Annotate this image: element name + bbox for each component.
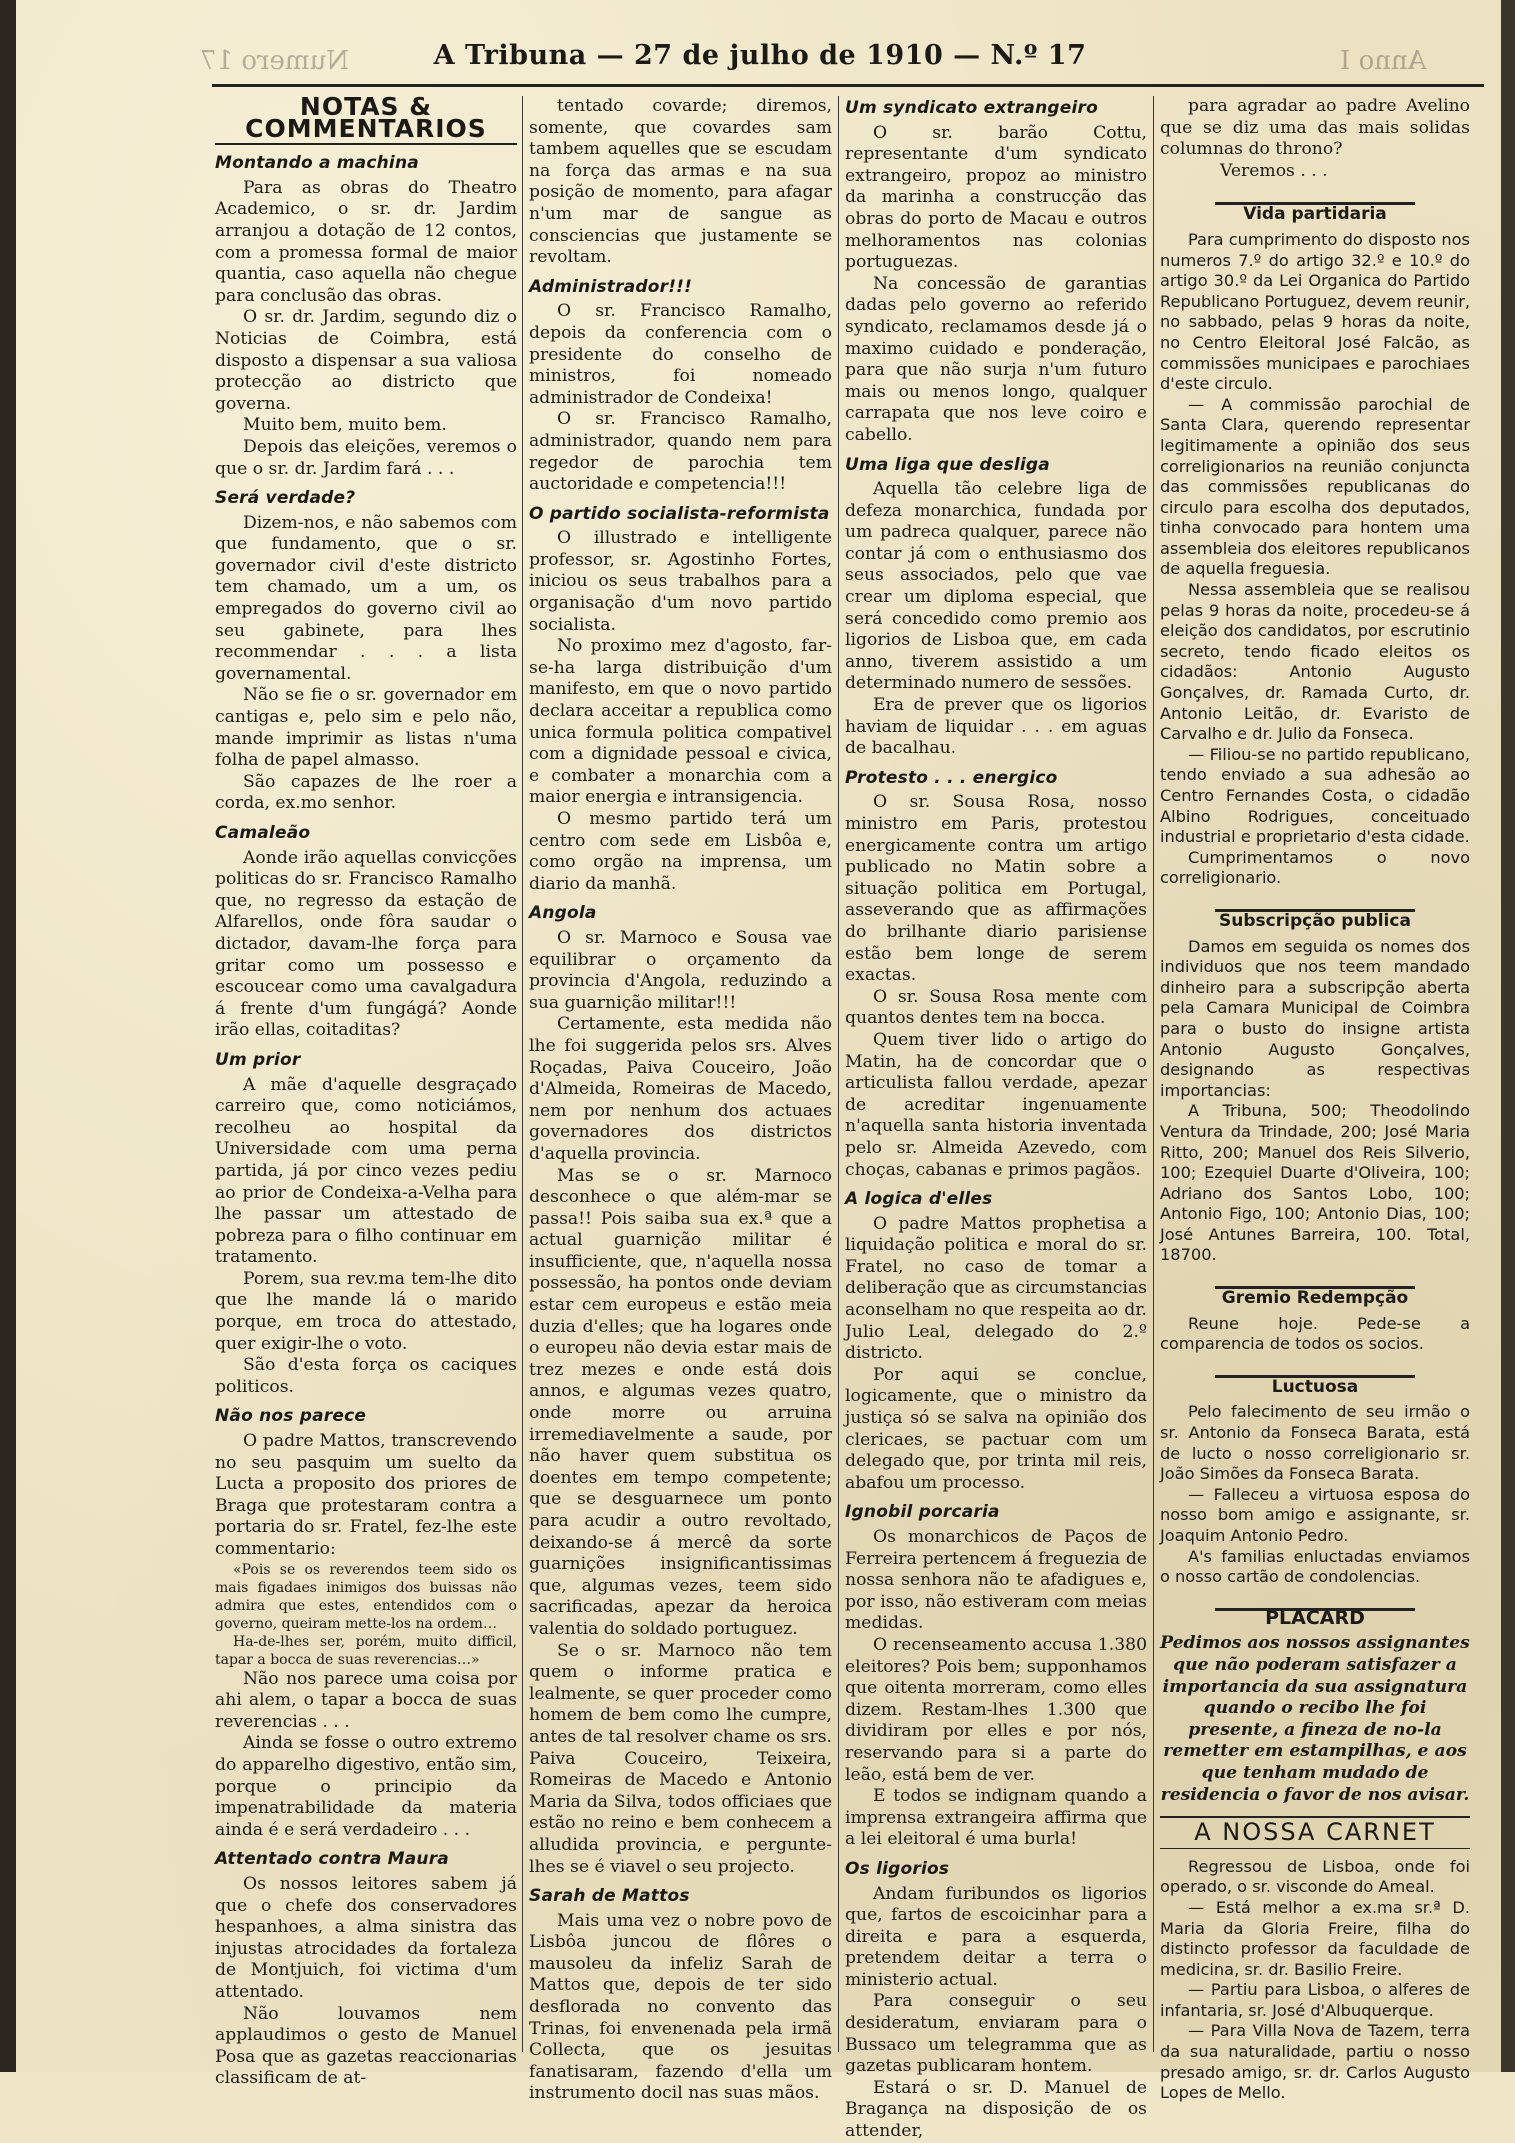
paragraph: tentado covarde; diremos, somente, que covardes sam tambem aquelles que se escudam na força das armas e na sua posição de momento, para afagar n'um mar de sangue as consciencias que justamente se revoltam. [529,96,832,268]
article-heading: Montando a machina [215,153,419,174]
article-heading: Será verdade? [215,488,356,509]
article-heading: Não nos parece [215,1406,367,1427]
paragraph: Dizem-nos, e não sabemos com que fundamento, que o sr. governador civil d'este districto tem chamado, um a um, os empregados do governo civil ao seu gabinete, para lhes recommendar . . . a lista governamental. [215,512,517,684]
subscripcao-body [1160,937,1470,1267]
column-3 [845,96,1147,2142]
page-edge-right [1501,0,1515,2072]
paragraph: — Falleceu a virtuosa esposa do nosso bom amigo e assignante, sr. Joaquim Antonio Pedro. [1160,1484,1470,1545]
paragraph: O sr. Sousa Rosa mente com quantos dentes tem na bocca. [845,986,1147,1029]
article-heading: Sarah de Mattos [529,1886,690,1907]
paragraph: — Partiu para Lisboa, o alferes de infantaria, sr. José d'Albuquerque. [1160,1980,1470,2020]
paragraph: Mas se o sr. Marnoco desconhece o que além-mar se passa!! Pois saiba sua ex.ª que a actual guarnição militar é insufficiente, que, n'aquella nossa possessão, ha pontos onde deviam estar cem europeus e estão meia duzia d'elles; que ha logares onde o europeu não devia estar mais de trez mezes e onde está dois annos, e algumas vezes quatro, onde morre ou arruina irremediavelmente a saude, por não haver quem substitua os doentes em tempo competente; que se desguarnece um ponto para acudir a outro revoltado, deixando-se á mercê da sorte guarnições insignificantissimas que, algumas vezes, teem sido sacrificadas, apezar da heroica valentia do soldado portuguez. [529,1165,832,1639]
bleed-through-text-left: Numero 17 [200,46,349,76]
paragraph: Era de prever que os ligorios haviam de liquidar . . . em aguas de bacalhau. [845,695,1147,759]
paragraph: Não nos parece uma coisa por ahi alem, o tapar a bocca de suas reverencias . . . [215,1668,517,1732]
page-edge-left [0,0,16,2072]
paragraph: A Tribuna, 500; Theodolindo Ventura da Trindade, 200; José Maria Ritto, 200; Manuel dos Reis Silverio, 100; Ezequiel Duarte d'Oliveira, 100; Adriano dos Santos Lobo, 100; Antonio Figo, 100; Antonio Dias, 100; José Antunes Barreira, 100. Total, 18700. [1160,1101,1470,1265]
carnet-body [1160,1857,1470,2104]
paragraph: Os nossos leitores sabem já que o chefe dos conservadores hespanhoes, a alma sinistra das injustas atrocidades da fortaleza de Montjuich, foi victima d'um attentado. [215,1873,517,2002]
paragraph: Se o sr. Marnoco não tem quem o informe pratica e lealmente, se quer proceder como homem de bem como lhe cumpre, antes de tal resolver chame os srs. Paiva Couceiro, Teixeira, Romeiras de Macedo e Antonio Maria da Silva, todos officiaes que estão no reino e bem conhecem a alludida provincia, e pergunte-lhes se é viavel o seu projecto. [529,1640,832,1877]
section-list [529,277,832,2105]
paragraph: — Filiou-se no partido republicano, tendo enviado a sua adhesão ao Centro Fernandes Costa, o cidadão Albino Rodrigues, conceituado industrial e proprietario d'esta cidade. [1160,744,1470,847]
continued-text [529,96,832,269]
paragraph: Mais uma vez o nobre povo de Lisbôa juncou de flôres o mausoleu da infeliz Sarah de Mattos que, depois de ter sido desflorada no convento das Trinas, foi envenenada pela irmã Collecta, que os jesuitas fanatisaram, fazendo d'ella um instrumento docil nas suas mãos. [529,1910,832,2104]
subscripcao-heading: Subscripção publica [1219,910,1411,931]
article-heading: Um prior [215,1049,301,1070]
paragraph: Pelo falecimento de seu irmão o sr. Antonio da Fonseca Barata, está de lucto o nosso correligionario sr. João Simões da Fonseca Barata. [1160,1402,1470,1484]
article-heading: Attentado contra Maura [215,1849,449,1870]
paragraph: O padre Mattos prophetisa a liquidação politica e moral do sr. Fratel, no caso de tomar a deliberação que as circumstancias aconselham no que respeita ao dr. Julio Leal, delegado do 2.º districto. [845,1213,1147,1364]
separator-rule [1160,1361,1470,1369]
article-heading: Administrador!!! [529,276,693,297]
paragraph: O sr. Marnoco e Sousa vae equilibrar o orçamento da provincia d'Angola, reduzindo a sua guarnição militar!!! [529,927,832,1013]
paragraph: O illustrado e intelligente professor, sr. Agostinho Fortes, iniciou os seus trabalhos para a organisação d'um novo partido socialista. [529,528,832,635]
column-1 [215,92,517,2089]
paragraph: Porem, sua rev.ma tem-lhe dito que lhe mande lá o marido porque, em troca do attestado, quer exigir-lhe o voto. [215,1268,517,1354]
paragraph: Aquella tão celebre liga de defeza monarchica, fundada por um padreca qualquer, parece não contar já com o enthusiasmo dos seus associados, pelo que vae crear um diploma especial, que será concedido como premio aos ligorios de Lisboa que, em cada anno, tiverem assistido a um determinado numero de sessões. [845,479,1147,694]
section-list [845,98,1147,2143]
carnet-heading: A NOSSA CARNET [1160,1816,1470,1849]
paragraph: Depois das eleições, veremos o que o sr. dr. Jardim fará . . . [215,436,517,479]
paragraph: A mãe d'aquelle desgraçado carreiro que, como noticiámos, recolheu ao hospital da Universidade com uma perna partida, já por cinco vezes pediu ao prior de Condeixa-a-Velha para lhe passar um attestado de pobreza para o filho continuar em tratamento. [215,1074,517,1268]
column-2 [529,96,832,2104]
paragraph: — A commissão parochial de Santa Clara, querendo representar legitimamente a opinião dos seus correligionarios na reunião conjuncta das commissões republicanas do circulo para escolha dos deputados, tinha convocado para hontem uma assembleia dos eleitores republicanos de aquella freguesia. [1160,394,1470,579]
paragraph: Para conseguir o seu desideratum, enviaram para o Bussaco um telegramma que as gazetas publicaram hontem. [845,1991,1147,2077]
paragraph: O recenseamento accusa 1.380 eleitores? Pois bem; supponhamos que oitenta morreram, como elles dizem. Restam-lhes 1.300 que dividiram por elles e por nós, reservando para si a parte do leão, está bem de ver. [845,1634,1147,1785]
paragraph: O sr. Francisco Ramalho, depois da conferencia com o presidente do conselho de ministros, foi nomeado administrador de Condeixa! [529,301,832,408]
paragraph: Ha-de-lhes ser, porém, muito difficil, tapar a bocca de suas reverencias…» [215,1633,517,1668]
paragraph: O sr. Sousa Rosa, nosso ministro em Paris, protestou energicamente contra um artigo publicado no Matin sobre a situação politica em Portugal, asseverando que as affirmações do brilhante diario parisiense estão bem longe de serem exactas. [845,792,1147,986]
vida-partidaria-body [1160,230,1470,889]
article-heading: Angola [529,903,597,924]
paragraph: O padre Mattos, transcrevendo no seu pasquim um suelto da Lucta a proposito dos priores de Braga que protestaram contra a portaria do sr. Fratel, fez-lhe este commentario: [215,1431,517,1559]
luctuosa-heading: Luctuosa [1271,1376,1359,1397]
separator-rule [1160,1594,1470,1602]
paragraph: — Para Villa Nova de Tazem, terra da sua naturalidade, partiu o nosso presado amigo, sr. dr. Carlos Augusto Lopes de Mello. [1160,2021,1470,2103]
section-list [215,153,517,1560]
article-heading: Ignobil porcaria [845,1502,1000,1523]
paragraph: O sr. Francisco Ramalho, administrador, quando nem para regedor de parochia tem auctoridade e competencia!!! [529,409,832,495]
article-heading: O partido socialista-reformista [529,503,830,524]
placard-body [1160,1633,1470,1806]
article-heading: Um syndicato extrangeiro [845,98,1098,118]
vida-partidaria-heading: Vida partidaria [1243,204,1387,225]
column-divider [1153,96,1154,2052]
quoted-commentary [215,1561,517,1669]
paragraph: Muito bem, muito bem. [243,415,447,436]
paragraph: Para cumprimento do disposto nos numeros 7.º do artigo 32.º e 10.º do artigo 30.º da Lei Organica do Partido Republicano Portuguez, devem reunir, no sabbado, pelas 9 horas da noite, no Centro Eleitoral José Falcão, as commissões municipaes e parochiaes d'este circulo. [1160,229,1470,394]
article-heading: Camaleão [215,823,311,843]
column-divider [522,96,523,2052]
paragraph: para agradar ao padre Avelino que se diz uma das mais solidas columnas do throno? [1160,96,1470,160]
paragraph: E todos se indignam quando a imprensa extrangeira affirma que a lei eleitoral é uma burla! [845,1786,1147,1850]
paragraph: Pedimos aos nossos assignantes que não poderam satisfazer a importancia da sua assignatura quando o recibo lhe foi presente, a fineza de no-la remetter em estampilhas, e aos que tenham mudado de residencia o favor de nos avisar. [1160,1633,1470,1805]
paragraph: São capazes de lhe roer a corda, ex.mo senhor. [215,771,517,814]
article-heading: Protesto . . . energico [845,767,1058,788]
page-header: A Tribuna — 27 de julho de 1910 — N.º 17 [433,40,1087,71]
paragraph: Na concessão de garantias dadas pelo governo ao referido syndicato, reclamamos desde já o maximo cuidado e ponderação, para que não surja n'um futuro mais ou menos longo, qualquer carrapata que nos leve coiro e cabello. [845,273,1147,445]
paragraph: «Pois se os reverendos teem sido os mais figadaes inimigos dos buissas não admira que estes, entendidos com o governo, queiram mette-los na ordem… [215,1561,517,1632]
section-masthead: NOTAS & COMMENTARIOS [215,96,517,145]
paragraph: Por aqui se conclue, logicamente, que o ministro da justiça só se salva na opinião dos clericaes, se pactuar com um delegado que, por trinta mil reis, abafou um processo. [845,1364,1147,1493]
paragraph: Aonde irão aquellas convicções politicas do sr. Francisco Ramalho que, no regresso da estação de Alfarellos, onde fôra saudar o dictador, davam-lhe força para gritar como um possesso e escoucear como uma cavalgadura á frente d'um fungágá? Aonde irão ellas, coitaditas? [215,847,517,1041]
separator-rule [1160,188,1470,196]
bleed-through-text-right: Anno I [1340,46,1427,76]
article-heading: Uma liga que desliga [845,454,1050,475]
article-heading: Os ligorios [845,1858,950,1879]
continued-text [1160,96,1470,161]
paragraph: Para as obras do Theatro Academico, o sr. dr. Jardim arranjou a dotação de 12 contos, com a promessa formal de maior quantia, caso aquella não chegue para conclusão das obras. [215,177,517,306]
paragraph: Ainda se fosse o outro extremo do apparelho digestivo, então sim, porque o principio da impenatrabilidade da materia ainda é e será verdadeiro . . . [215,1733,517,1840]
paragraph: No proximo mez d'agosto, far-se-ha larga distribuição d'um manifesto, em que o novo partido declara acceitar a republica como unica formula politica compativel com a dignidade pessoal e civica, e combater a monarchia com a maior energia e intransigencia. [529,636,832,808]
paragraph: O sr. barão Cottu, representante d'um syndicato extrangeiro, propoz ao ministro da marinha a construcção das obras do porto de Macau e outros melhoramentos nas colonias portuguezas. [845,122,1147,273]
paragraph: Reune hoje. Pede-se a comparencia de todos os socios. [1160,1313,1470,1354]
luctuosa-body [1160,1402,1470,1587]
paragraph: Estará o sr. D. Manuel de Bragança na disposição de os attender, [845,2077,1147,2142]
placard-heading: PLACARD [1265,1606,1365,1629]
separator-rule [1160,1272,1470,1280]
paragraph: Damos em seguida os nomes dos individuos que nos teem mandado dinheiro para a subscripção aberta pela Camara Municipal de Coimbra para o busto do insigne artista Antonio Augusto Gonçalves, designando as respectivas importancias: [1160,936,1470,1100]
paragraph: Andam furibundos os ligorios que, fartos de escoicinhar para a direita e para a esquerda, pretendem deitar a terra o ministerio actual. [845,1883,1147,1990]
header-rule [212,84,1484,87]
paragraph: Certamente, esta medida não lhe foi suggerida pelos srs. Alves Roçadas, Paiva Couceiro, João d'Almeida, Romeiras de Macedo, nem por nenhum dos actuaes governadores dos districtos d'aquella provincia. [529,1014,832,1164]
paragraph: — Está melhor a ex.ma sr.ª D. Maria da Gloria Freire, filha do distincto professor da faculdade de medicina, sr. dr. Basilio Freire. [1160,1897,1470,1979]
separator-rule [1160,895,1470,903]
article-body [215,1874,517,2090]
article-heading: A logica d'elles [845,1189,993,1210]
signoff-text: Veremos . . . [1220,160,1328,181]
column-divider [838,96,839,2052]
paragraph: Os monarchicos de Paços de Ferreira pertencem á freguezia de nossa senhora não te afadigues e, por isso, não estiveram com meias medidas. [845,1527,1147,1634]
gremio-body [1160,1314,1470,1355]
paragraph: Regressou de Lisboa, onde foi operado, o sr. visconde do Ameal. [1160,1856,1470,1897]
paragraph: A's familias enluctadas enviamos o nosso cartão de condolencias. [1160,1546,1470,1587]
paragraph: Quem tiver lido o artigo do Matin, ha de concordar que o articulista fallou verdade, apezar de acreditar ingenuamente n'aquella santa historia inventada pelo sr. Almeida Azevedo, com choças, cabanas e primos pagãos. [845,1029,1147,1180]
after-quote-text [215,1669,517,1842]
paragraph: Cumprimentamos o novo correligionario. [1160,847,1470,888]
paragraph: São d'esta força os caciques politicos. [215,1355,517,1397]
paragraph: Não louvamos nem applaudimos o gesto de Manuel Posa que as gazetas reaccionarias classificam de at- [215,2003,517,2089]
paragraph: O sr. dr. Jardim, segundo diz o Noticias de Coimbra, está disposto a dispensar a sua valiosa protecção ao districto que governa. [215,307,517,414]
column-4 [1160,96,1470,2103]
gremio-heading: Gremio Redempção [1221,1288,1409,1309]
paragraph: O mesmo partido terá um centro com sede em Lisbôa e, como orgão na imprensa, um diario da manhã. [529,809,832,894]
paragraph: Não se fie o sr. governador em cantigas e, pelo sim e pelo não, mande imprimir as listas n'uma folha de papel almasso. [215,685,517,771]
paragraph: Nessa assembleia que se realisou pelas 9 horas da noite, procedeu-se á eleição dos candidatos, por escrutinio secreto, tendo ficado eleitos os cidadãos: Antonio Augusto Gonçalves, dr. Ramada Curto, dr. Antonio Leitão, dr. Evaristo de Carvalho e dr. Julio da Fonseca. [1160,580,1470,744]
